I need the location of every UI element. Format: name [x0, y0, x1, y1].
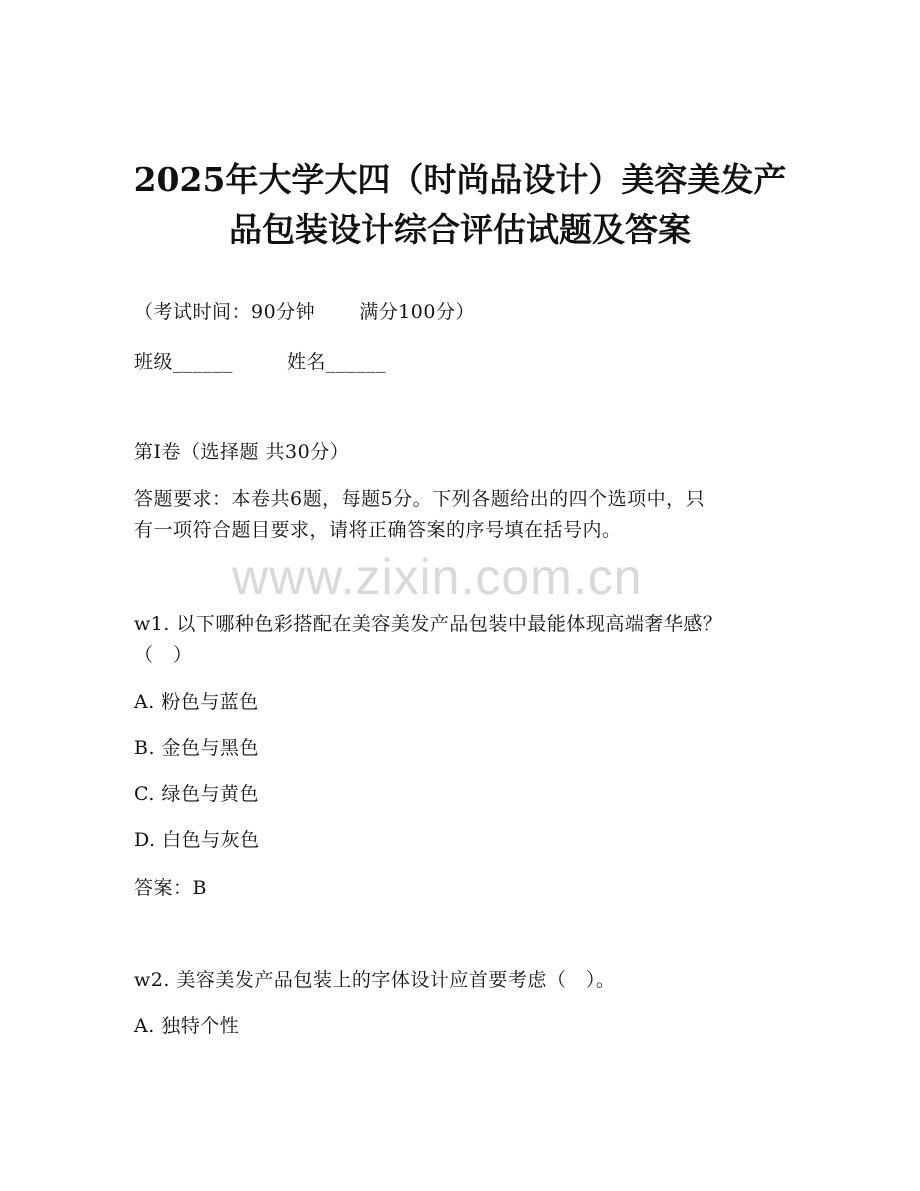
question-1-stem-line-1: w1. 以下哪种色彩搭配在美容美发产品包装中最能体现高端奢华感？: [134, 613, 723, 635]
watermark: www.zixin.com.cn: [232, 549, 643, 605]
instructions-line-1: 答题要求：本卷共6题，每题5分。下列各题给出的四个选项中，只: [134, 488, 706, 510]
full-score: 满分100分）: [359, 301, 475, 323]
instructions-line-2: 有一项符合题目要求，请将正确答案的序号填在括号内。: [134, 519, 622, 541]
section-title: 第Ⅰ卷（选择题 共30分）: [134, 441, 350, 463]
question-1-option-c: C. 绿色与黄色: [134, 783, 259, 805]
question-2-option-a: A. 独特个性: [134, 1015, 240, 1037]
question-1-option-a: A. 粉色与蓝色: [134, 691, 259, 713]
question-2-stem: w2. 美容美发产品包装上的字体设计应首要考虑（ ）。: [134, 969, 616, 991]
student-info: [134, 348, 386, 376]
question-1-option-d: D. 白色与灰色: [134, 829, 260, 851]
question-1-answer: 答案：B: [134, 877, 207, 899]
name-field: 姓名______: [287, 351, 387, 373]
document-title-line-2: 品包装设计综合评估试题及答案: [229, 210, 691, 249]
class-field: 班级______: [134, 351, 234, 373]
question-1-option-b: B. 金色与黑色: [134, 737, 260, 759]
exam-info: [134, 298, 475, 326]
question-1-stem-line-2: （ ）: [134, 644, 193, 666]
exam-time: （考试时间：90分钟: [134, 301, 316, 323]
document-title-line-1: 2025年大学大四（时尚品设计）美容美发产: [133, 160, 787, 199]
